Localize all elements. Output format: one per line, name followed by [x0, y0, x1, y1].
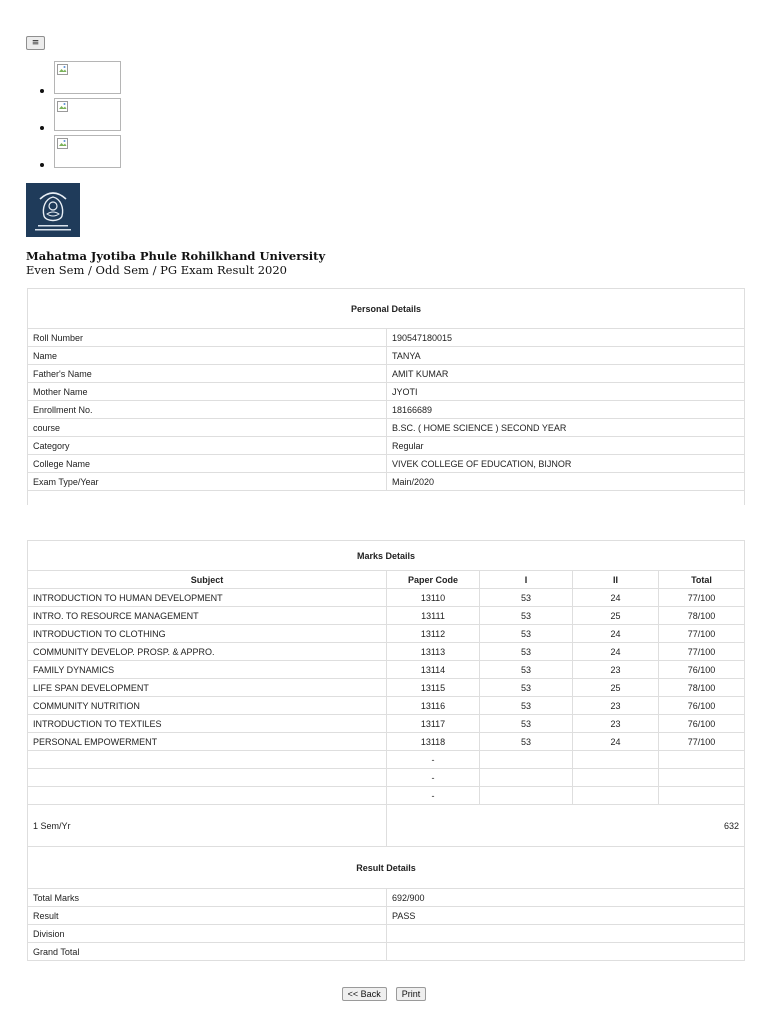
marks-ii-cell: 24 [573, 625, 659, 643]
paper-code-cell: 13118 [387, 733, 480, 751]
broken-image-icon [57, 64, 68, 75]
table-row [28, 679, 745, 697]
subject-cell: FAMILY DYNAMICS [28, 661, 387, 679]
marks-i-cell: 53 [480, 607, 573, 625]
column-header: I [480, 571, 573, 589]
field-label: College Name [28, 455, 387, 473]
paper-code-cell: 13116 [387, 697, 480, 715]
field-value: TANYA [387, 347, 745, 365]
table-row [28, 715, 745, 733]
total-cell [659, 769, 745, 787]
field-value: B.SC. ( HOME SCIENCE ) SECOND YEAR [387, 419, 745, 437]
field-label: Mother Name [28, 383, 387, 401]
paper-code-cell: - [387, 769, 480, 787]
marks-ii-cell: 23 [573, 715, 659, 733]
broken-image[interactable] [54, 61, 121, 94]
table-row [28, 943, 745, 961]
table-row [28, 589, 745, 607]
table-row [28, 661, 745, 679]
field-label: Exam Type/Year [28, 473, 387, 491]
marks-details-heading: Marks Details [28, 541, 745, 571]
field-value: 692/900 [387, 889, 745, 907]
table-row [28, 925, 745, 943]
subject-cell [28, 751, 387, 769]
marks-ii-cell: 23 [573, 661, 659, 679]
menu-toggle-button[interactable] [26, 36, 45, 50]
table-row [28, 473, 745, 491]
total-cell [659, 787, 745, 805]
table-row [28, 419, 745, 437]
total-cell: 77/100 [659, 733, 745, 751]
back-button[interactable]: << Back [342, 987, 387, 1001]
paper-code-cell: 13113 [387, 643, 480, 661]
total-cell [659, 751, 745, 769]
exam-title: Even Sem / Odd Sem / PG Exam Result 2020 [26, 263, 287, 277]
total-cell: 78/100 [659, 607, 745, 625]
table-row [28, 607, 745, 625]
marks-i-cell: 53 [480, 679, 573, 697]
table-row [28, 383, 745, 401]
semester-total: 632 [387, 805, 745, 847]
column-header: Paper Code [387, 571, 480, 589]
result-details-heading: Result Details [28, 847, 745, 889]
field-value: Main/2020 [387, 473, 745, 491]
total-cell: 77/100 [659, 643, 745, 661]
field-value: VIVEK COLLEGE OF EDUCATION, BIJNOR [387, 455, 745, 473]
total-cell: 76/100 [659, 697, 745, 715]
field-value [387, 925, 745, 943]
field-value: 18166689 [387, 401, 745, 419]
hamburger-icon: ≡ [31, 38, 40, 48]
table-row [28, 733, 745, 751]
list-bullet [40, 163, 44, 167]
marks-i-cell: 53 [480, 715, 573, 733]
subject-cell: INTRO. TO RESOURCE MANAGEMENT [28, 607, 387, 625]
table-row [28, 787, 745, 805]
action-bar [0, 982, 768, 1001]
field-label: Enrollment No. [28, 401, 387, 419]
field-value: Regular [387, 437, 745, 455]
field-label: Category [28, 437, 387, 455]
field-label: Roll Number [28, 329, 387, 347]
field-label: Result [28, 907, 387, 925]
total-cell: 77/100 [659, 625, 745, 643]
marks-i-cell [480, 787, 573, 805]
subject-cell: COMMUNITY NUTRITION [28, 697, 387, 715]
marks-ii-cell [573, 751, 659, 769]
personal-details-heading: Personal Details [28, 289, 745, 329]
broken-image-icon [57, 138, 68, 149]
field-label: Father's Name [28, 365, 387, 383]
marks-ii-cell: 23 [573, 697, 659, 715]
marks-ii-cell: 25 [573, 607, 659, 625]
field-label: Division [28, 925, 387, 943]
total-cell: 76/100 [659, 661, 745, 679]
total-cell: 77/100 [659, 589, 745, 607]
subject-cell: INTRODUCTION TO HUMAN DEVELOPMENT [28, 589, 387, 607]
column-header: Subject [28, 571, 387, 589]
paper-code-cell: 13112 [387, 625, 480, 643]
table-row [28, 401, 745, 419]
column-header: II [573, 571, 659, 589]
broken-image-icon [57, 101, 68, 112]
table-row [28, 365, 745, 383]
table-row [28, 697, 745, 715]
marks-ii-cell: 25 [573, 679, 659, 697]
field-value: AMIT KUMAR [387, 365, 745, 383]
marks-details-table [27, 540, 745, 961]
marks-ii-cell [573, 769, 659, 787]
marks-i-cell: 53 [480, 625, 573, 643]
paper-code-cell: 13114 [387, 661, 480, 679]
total-cell: 76/100 [659, 715, 745, 733]
subject-cell [28, 787, 387, 805]
table-row [28, 625, 745, 643]
broken-image[interactable] [54, 98, 121, 131]
subject-cell: COMMUNITY DEVELOP. PROSP. & APPRO. [28, 643, 387, 661]
university-name: Mahatma Jyotiba Phule Rohilkhand University [26, 249, 326, 263]
paper-code-cell: 13115 [387, 679, 480, 697]
marks-ii-cell: 24 [573, 643, 659, 661]
broken-image[interactable] [54, 135, 121, 168]
marks-i-cell [480, 751, 573, 769]
field-value: JYOTI [387, 383, 745, 401]
table-row [28, 769, 745, 787]
table-row [28, 437, 745, 455]
subject-cell: INTRODUCTION TO TEXTILES [28, 715, 387, 733]
semester-total-row [28, 805, 745, 847]
subject-cell: LIFE SPAN DEVELOPMENT [28, 679, 387, 697]
field-value: PASS [387, 907, 745, 925]
subject-cell: PERSONAL EMPOWERMENT [28, 733, 387, 751]
subject-cell: INTRODUCTION TO CLOTHING [28, 625, 387, 643]
field-label: Total Marks [28, 889, 387, 907]
marks-header-row [28, 571, 745, 589]
table-row [28, 751, 745, 769]
field-label: Grand Total [28, 943, 387, 961]
list-bullet [40, 126, 44, 130]
university-seal-logo [26, 183, 80, 237]
personal-details-table [27, 288, 745, 505]
marks-i-cell: 53 [480, 589, 573, 607]
table-row [28, 347, 745, 365]
semester-label: 1 Sem/Yr [28, 805, 387, 847]
list-bullet [40, 89, 44, 93]
marks-ii-cell [573, 787, 659, 805]
print-button[interactable]: Print [396, 987, 427, 1001]
marks-i-cell: 53 [480, 643, 573, 661]
table-row [28, 643, 745, 661]
field-value: 190547180015 [387, 329, 745, 347]
marks-i-cell: 53 [480, 661, 573, 679]
field-label: course [28, 419, 387, 437]
table-row [28, 329, 745, 347]
paper-code-cell: - [387, 751, 480, 769]
paper-code-cell: 13111 [387, 607, 480, 625]
marks-ii-cell: 24 [573, 589, 659, 607]
marks-ii-cell: 24 [573, 733, 659, 751]
paper-code-cell: 13117 [387, 715, 480, 733]
marks-i-cell: 53 [480, 697, 573, 715]
marks-i-cell [480, 769, 573, 787]
table-row [28, 455, 745, 473]
subject-cell [28, 769, 387, 787]
field-value [387, 943, 745, 961]
table-row [28, 889, 745, 907]
total-cell: 78/100 [659, 679, 745, 697]
paper-code-cell: 13110 [387, 589, 480, 607]
marks-i-cell: 53 [480, 733, 573, 751]
table-row [28, 907, 745, 925]
column-header: Total [659, 571, 745, 589]
field-label: Name [28, 347, 387, 365]
paper-code-cell: - [387, 787, 480, 805]
